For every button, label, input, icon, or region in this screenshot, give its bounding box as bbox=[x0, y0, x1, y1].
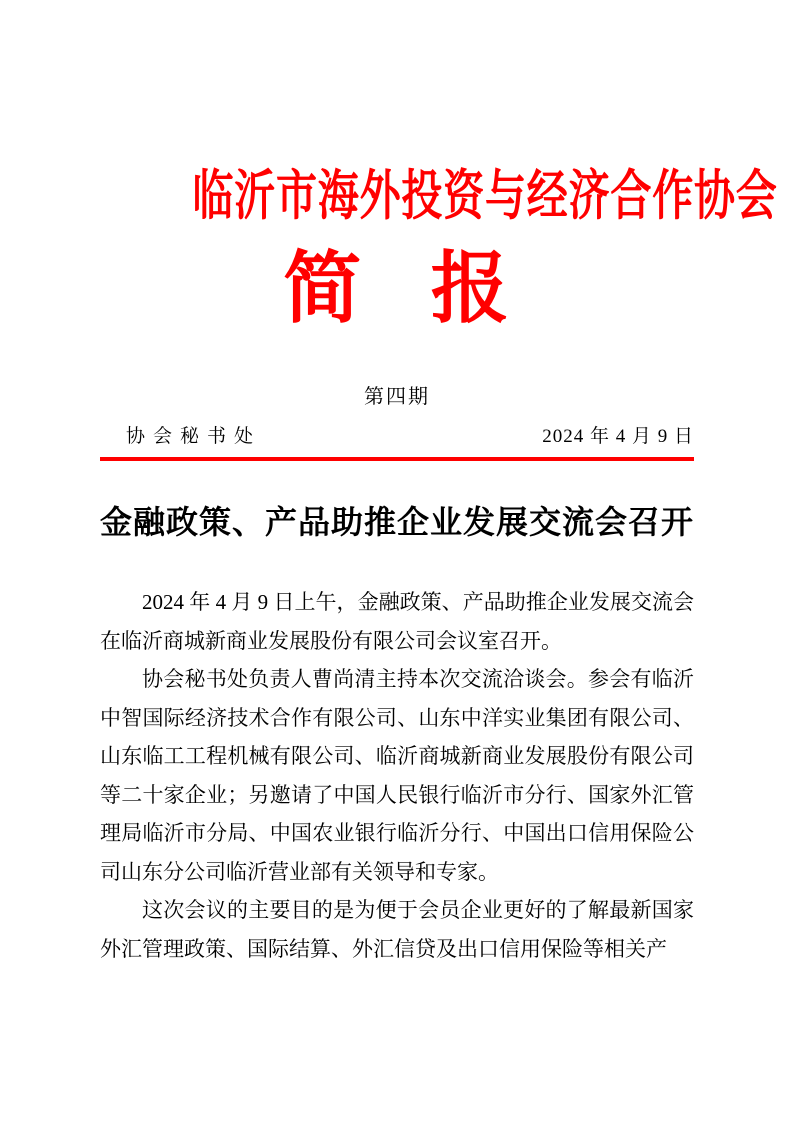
article-paragraph: 协会秘书处负责人曹尚清主持本次交流洽谈会。参会有临沂中智国际经济技术合作有限公司、山东中洋实业集团有限公司、山东临工工程机械有限公司、临沂商城新商业发展股份有限公司等二十家企业；另邀请了中国人民银行临沂市分行、国家外汇管理局临沂市分局、中国农业银行临沂分行、中国出口信用保险公司山东分公司临沂营业部有关领导和专家。 bbox=[100, 667, 694, 884]
article-paragraph: 2024 年 4 月 9 日上午，金融政策、产品助推企业发展交流会在临沂商城新商业发展股份有限公司会议室召开。 bbox=[100, 590, 694, 653]
article-headline: 金融政策、产品助推企业发展交流会召开 bbox=[100, 504, 695, 540]
meta-row bbox=[100, 426, 694, 448]
masthead bbox=[100, 0, 778, 332]
issuer-label: 协会秘书处 bbox=[126, 426, 262, 447]
article-paragraph: 这次会议的主要目的是为便于会员企业更好的了解最新国家外汇管理政策、国际结算、外汇信贷及出口信用保险等相关产 bbox=[100, 898, 694, 961]
issue-date: 2024 年 4 月 9 日 bbox=[542, 426, 694, 447]
content-column bbox=[100, 0, 778, 968]
divider-rule bbox=[100, 457, 694, 461]
org-title-text: 临沂市海外投资与经济合作协会 bbox=[192, 166, 778, 226]
bulletin-title: 简 报 bbox=[283, 245, 511, 332]
article-body bbox=[100, 583, 694, 968]
issue-label: 第四期 bbox=[364, 386, 430, 408]
org-title bbox=[100, 166, 778, 226]
